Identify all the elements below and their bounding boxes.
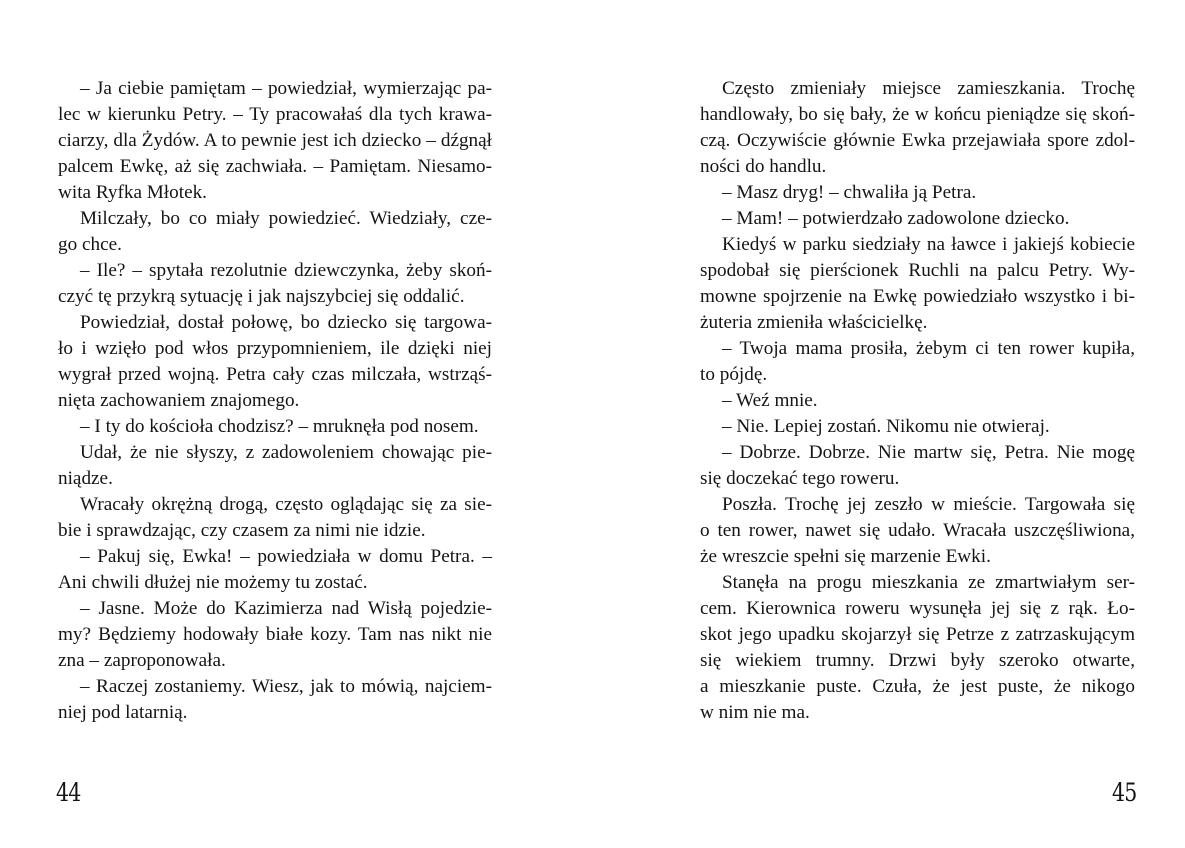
text-line: ciarzy, dla Żydów. A to pewnie jest ich dziecko – dźgnął <box>58 130 492 151</box>
paragraph-first-line: – Masz dryg! – chwaliła ją Petra. <box>722 182 977 203</box>
text-line: skot jego upadku skojarzył się Petrze z zatrzaskującym <box>700 624 1135 645</box>
paragraph-first-line: – Ile? – spytała rezolutnie dziewczynka, żeby skoń- <box>80 260 492 281</box>
paragraph-first-line: – Mam! – potwierdzało zadowolone dziecko. <box>722 208 1070 229</box>
text-line: palcem Ewkę, aż się zachwiała. – Pamiętam. Niesamo- <box>58 156 492 177</box>
text-line: czą. Oczywiście głównie Ewka przejawiała spore zdol- <box>700 130 1135 151</box>
text-line: się doczekać tego roweru. <box>700 468 900 489</box>
paragraph-first-line: – Ja ciebie pamiętam – powiedział, wymierzając pa- <box>80 78 492 99</box>
paragraph-first-line: – I ty do kościoła chodzisz? – mruknęła pod nosem. <box>80 416 479 437</box>
text-line: bie i sprawdzając, czy czasem za nimi nie idzie. <box>58 520 426 541</box>
text-line: niądze. <box>58 468 113 489</box>
text-line: wygrał przed wojną. Petra cały czas milczała, wstrząś- <box>58 364 492 385</box>
paragraph-first-line: – Pakuj się, Ewka! – powiedziała w domu Petra. – <box>80 546 492 567</box>
text-line: Ani chwili dłużej nie możemy tu zostać. <box>58 572 368 593</box>
paragraph-first-line: Milczały, bo co miały powiedzieć. Wiedziały, cze- <box>80 208 492 229</box>
paragraph-first-line: Powiedział, dostał połowę, bo dziecko się targowa- <box>80 312 492 333</box>
text-line: wita Ryfka Młotek. <box>58 182 207 203</box>
text-line: cem. Kierownica roweru wysunęła jej się z rąk. Ło- <box>700 598 1135 619</box>
text-line: o ten rower, nawet się udało. Wracała uszczęśliwiona, <box>700 520 1135 541</box>
paragraph-first-line: – Raczej zostaniemy. Wiesz, jak to mówią, najciem- <box>80 676 492 697</box>
text-line: niej pod latarnią. <box>58 702 188 723</box>
book-gutter <box>592 0 593 848</box>
text-line: handlowały, bo się bały, że w końcu pieniądze się skoń- <box>700 104 1135 125</box>
text-line: żuteria zmieniła właścicielkę. <box>700 312 928 333</box>
paragraph-first-line: – Jasne. Może do Kazimierza nad Wisłą pojedzie- <box>80 598 492 619</box>
paragraph-first-line: Często zmieniały miejsce zamieszkania. Trochę <box>722 78 1135 99</box>
paragraph-first-line: – Nie. Lepiej zostań. Nikomu nie otwieraj. <box>722 416 1050 437</box>
text-line: nięta zachowaniem znajomego. <box>58 390 300 411</box>
text-line: zna – zaproponowała. <box>58 650 226 671</box>
text-line: my? Będziemy hodowały białe kozy. Tam nas nikt nie <box>58 624 492 645</box>
text-line: to pójdę. <box>700 364 768 385</box>
paragraph-first-line: Stanęła na progu mieszkania ze zmartwiałym ser- <box>722 572 1135 593</box>
text-line: czyć tę przykrą sytuację i jak najszybciej się oddalić. <box>58 286 465 307</box>
left-page-text <box>58 76 492 726</box>
paragraph-first-line: – Twoja mama prosiła, żebym ci ten rower kupiła, <box>722 338 1135 359</box>
left-page-number: 44 <box>56 778 81 807</box>
paragraph-first-line: Poszła. Trochę jej zeszło w mieście. Targowała się <box>722 494 1135 515</box>
paragraph-first-line: Kiedyś w parku siedziały na ławce i jakiejś kobiecie <box>722 234 1135 255</box>
right-page-text <box>700 76 1135 726</box>
paragraph-first-line: – Weź mnie. <box>722 390 818 411</box>
paragraph-first-line: Udał, że nie słyszy, z zadowoleniem chowając pie- <box>80 442 492 463</box>
text-line: się wiekiem trumny. Drzwi były szeroko otwarte, <box>700 650 1135 671</box>
right-page-number: 45 <box>1112 778 1137 807</box>
text-line: ności do handlu. <box>700 156 827 177</box>
text-line: a mieszkanie puste. Czuła, że jest puste, że nikogo <box>700 676 1135 697</box>
paragraph-first-line: Wracały okrężną drogą, często oglądając się za sie- <box>80 494 492 515</box>
text-line: w nim nie ma. <box>700 702 810 723</box>
text-line: go chce. <box>58 234 122 255</box>
paragraph-first-line: – Dobrze. Dobrze. Nie martw się, Petra. Nie mogę <box>722 442 1135 463</box>
text-line: spodobał się pierścionek Ruchli na palcu Petry. Wy- <box>700 260 1135 281</box>
text-line: że wreszcie spełni się marzenie Ewki. <box>700 546 991 567</box>
text-line: lec w kierunku Petry. – Ty pracowałaś dla tych krawa- <box>58 104 492 125</box>
text-line: ło i wzięło pod włos przypomnieniem, ile dzięki niej <box>58 338 492 359</box>
text-line: mowne spojrzenie na Ewkę powiedziało wszystko i bi- <box>700 286 1135 307</box>
